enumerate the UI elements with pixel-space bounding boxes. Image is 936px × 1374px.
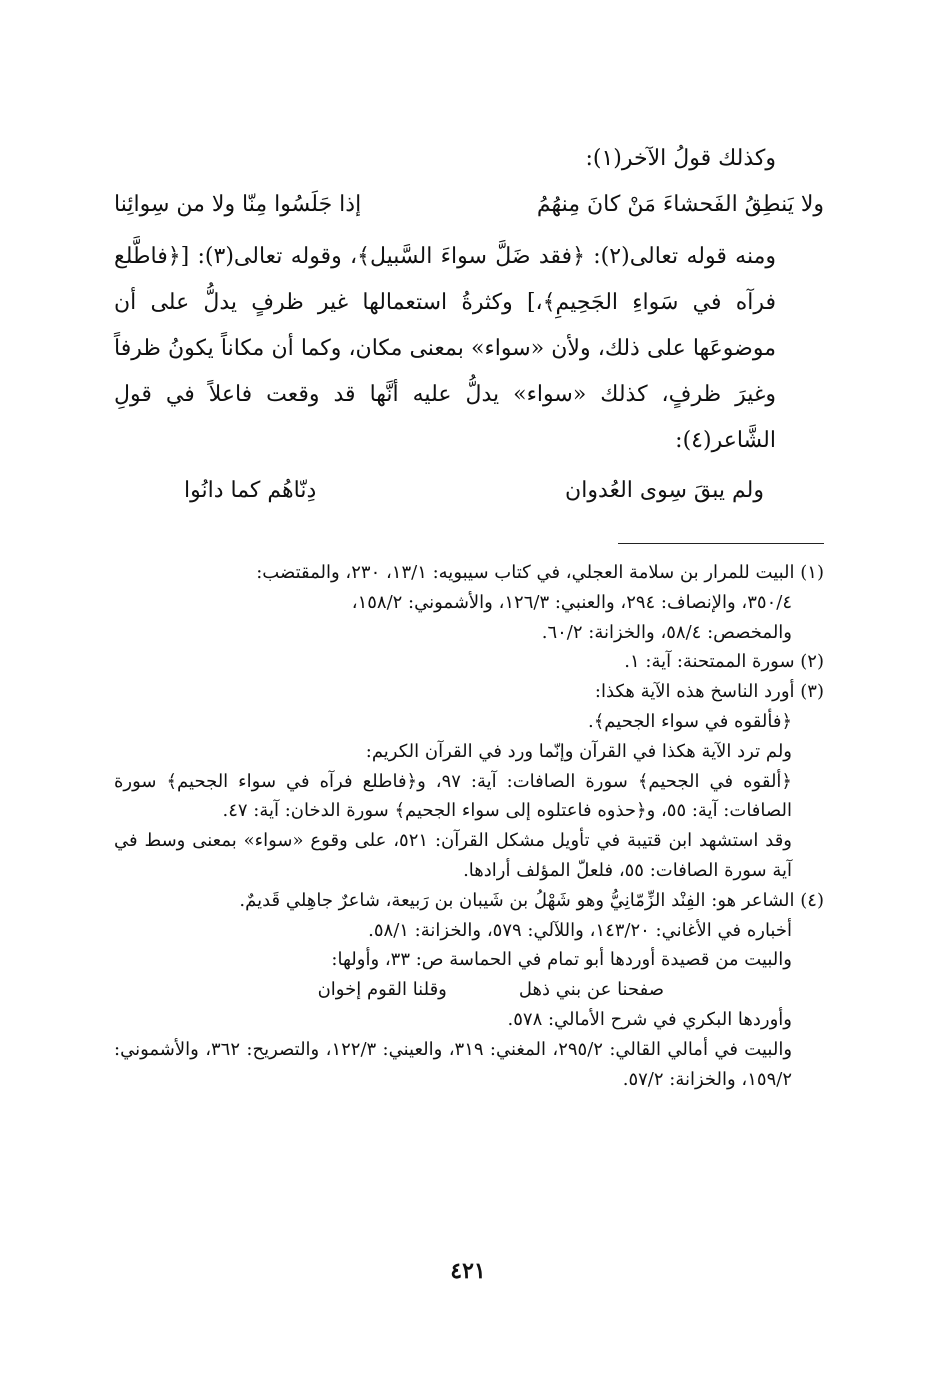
footnote-3-line-3: ولم ترد الآية هكذا في القرآن وإنّما ورد في القرآن الكريم: bbox=[365, 740, 792, 762]
footnote-4-verse-second-hemistich: وقلنا القوم إخوان bbox=[317, 979, 447, 1001]
footnote-3-line-5: وقد استشهد ابن قتيبة في تأويل مشكل القرآن: ٥٢١، على وقوع «سواء» بمعنى وسط في آية سورة الصافات: ٥٥، فلعلّ المؤلف أرادها. bbox=[114, 830, 792, 881]
page-number: ٤٢١ bbox=[450, 1258, 486, 1284]
footnote-4-line-3: والبيت من قصيدة أوردها أبو تمام في الحماسة ص: ٣٣، وأولها: bbox=[331, 949, 792, 971]
footnote-4-verse bbox=[114, 975, 824, 1005]
footnote-4-verse-first-hemistich: صفحنا عن بني ذهل bbox=[518, 979, 664, 1001]
footnotes bbox=[114, 558, 824, 1094]
footnote-2: (٢) سورة الممتحنة: آية: ١. bbox=[624, 651, 824, 673]
footnote-4-line-4: وأوردها البكري في شرح الأمالي: ٥٧٨. bbox=[507, 1008, 792, 1030]
verse-2 bbox=[114, 468, 824, 514]
verse-1 bbox=[114, 182, 824, 228]
verse-2-second-hemistich: دِنّاهُم كما دانُوا bbox=[184, 478, 317, 503]
verse-1-first-hemistich: ولا يَنطِقُ الفَحشاءَ مَنْ كانَ مِنهُمُ bbox=[536, 192, 824, 217]
footnote-3-line-1: (٣) أورد الناسخ هذه الآية هكذا: bbox=[594, 681, 824, 703]
footnote-3-line-4: ﴿ألقوه في الجحيم﴾ سورة الصافات: آية: ٩٧، و﴿فاطلع فرآه في سواء الجحيم﴾ سورة الصافات: آية: ٥٥، و﴿حذوه فاعتلوه إلى سواء الجحيم﴾ سورة الدخان: آية: ٤٧. bbox=[114, 770, 792, 822]
footnote-4-line-2: أخباره في الأغاني: ١٤٣/٢٠، واللآلي: ٥٧٩، والخزانة: ٥٨/١. bbox=[368, 919, 792, 941]
verse-2-first-hemistich: ولم يبقَ سِوى العُدوان bbox=[565, 478, 764, 503]
footnote-1-line-1: (١) البيت للمرار بن سلامة العجلي، في كتاب سيبويه: ١٣/١، ٢٣٠، والمقتضب: bbox=[256, 562, 824, 583]
footnote-3-line-2: ﴿فألقوه في سواء الجحيم﴾. bbox=[588, 710, 792, 732]
footnote-4-line-1: (٤) الشاعر هو: الفِنْد الزِّمّانِيُّ وهو شَهْلُ بن شَيبان بن رَبيعة، شاعرٌ جاهِلي قَديمٌ. bbox=[239, 889, 824, 911]
paragraph-1: ومنه قوله تعالى(٢): ﴿فقد ضَلَّ سواءَ السَّبيل﴾، وقوله تعالى(٣): [﴿فاطَّلع فرآه في سَواءِ الجَحِيمِ﴾،] وكثرةُ استعمالها غير ظرفٍ يدلُّ على أن موضوعَها على ذلك، ولأن «سواء» بمعنى مكان، وكما أن مكاناً يكونُ ظرفاً وغيرَ ظرفٍ، كذلك «سواء» يدلُّ عليه أنَّها قد وقعت فاعلاً في قولِ الشَّاعر(٤): bbox=[114, 244, 777, 453]
footnote-1-line-3: والمخصص: ٥٨/٤، والخزانة: ٦٠/٢. bbox=[541, 621, 792, 643]
footnote-4-line-5: والبيت في أمالي القالي: ٢٩٥/٢، المغني: ٣١٩، والعيني: ١٢٢/٣، والتصريح: ٣٦٢، والأشموني: ١٥٩/٢، والخزانة: ٥٧/٢. bbox=[114, 1038, 793, 1090]
footnote-1-line-2: ٣٥٠/٤، والإنصاف: ٢٩٤، والعنبي: ١٢٦/٣، والأشموني: ١٥٨/٢، bbox=[351, 591, 792, 613]
verse-1-second-hemistich: إذا جَلَسُوا مِنّا ولا من سِوائِنا bbox=[114, 192, 362, 217]
intro-line: وكذلك قولُ الآخر(١): bbox=[585, 146, 776, 171]
main-text bbox=[114, 136, 824, 514]
footnote-separator bbox=[618, 543, 824, 544]
